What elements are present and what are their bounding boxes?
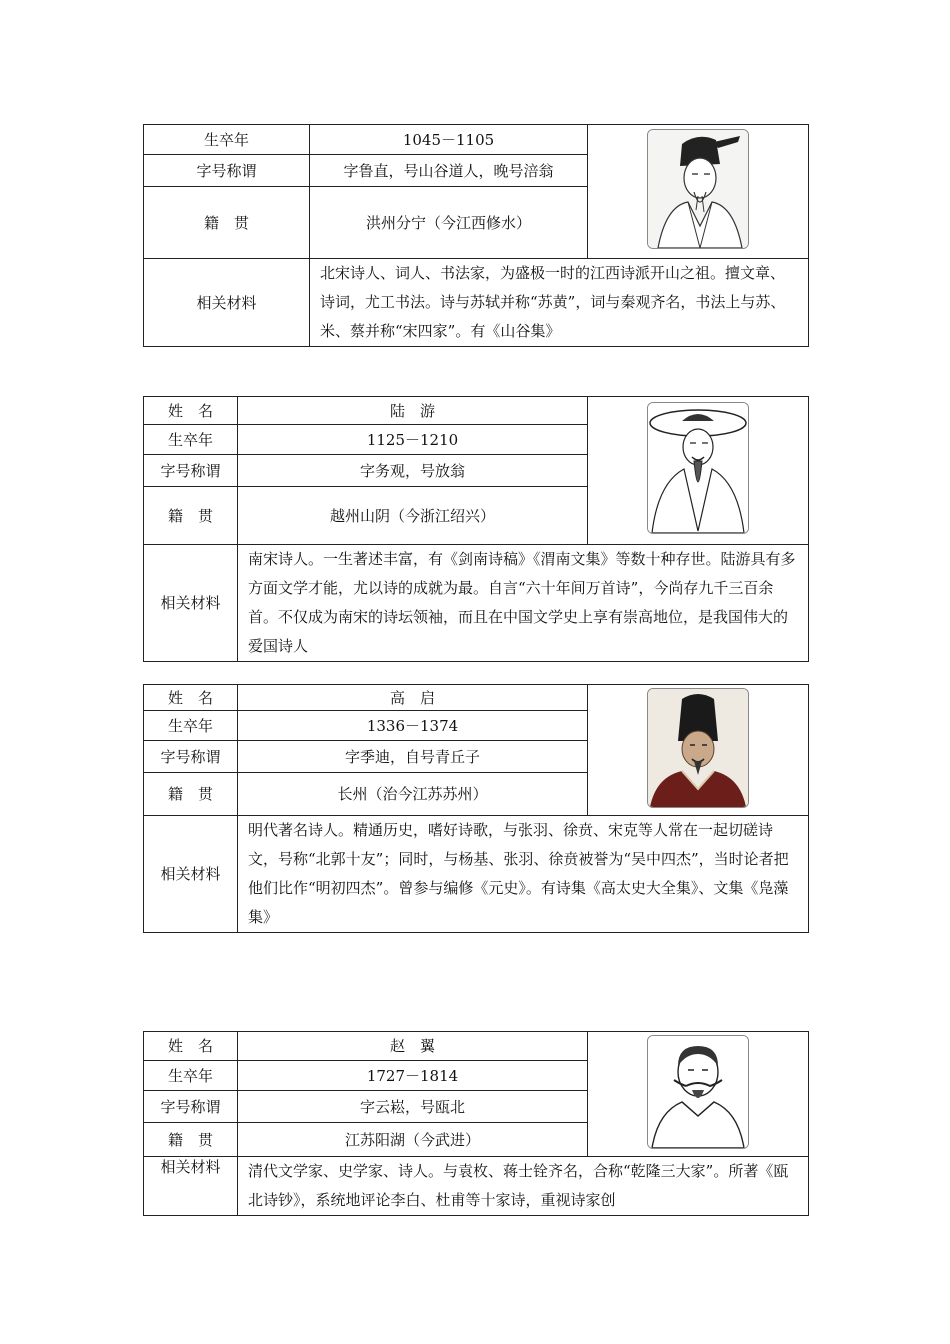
material-text: 清代文学家、史学家、诗人。与袁枚、蒋士铨齐名，合称“乾隆三大家”。所著《瓯北诗钞》，系统地评论李白、杜甫等十家诗，重视诗家创 <box>238 1157 809 1216</box>
portrait-gao-qi <box>647 688 749 808</box>
portrait-huang-tingjian <box>647 129 749 249</box>
style-value: 字季迪，自号青丘子 <box>238 741 588 773</box>
portrait-cell <box>588 125 809 259</box>
portrait-cell <box>588 1032 809 1157</box>
profile-table-4 <box>143 1031 809 1216</box>
native-value: 长州（治今江苏苏州） <box>238 773 588 816</box>
name-value: 高 启 <box>238 685 588 711</box>
native-label: 籍 贯 <box>144 1123 238 1157</box>
portrait-lu-you <box>647 402 749 534</box>
native-value: 越州山阴（今浙江绍兴） <box>238 487 588 545</box>
years-label: 生卒年 <box>144 711 238 741</box>
native-label: 籍 贯 <box>144 187 310 259</box>
years-value: 1125－1210 <box>238 425 588 455</box>
material-text: 明代著名诗人。精通历史，嗜好诗歌，与张羽、徐贲、宋克等人常在一起切磋诗文，号称“北郭十友”；同时，与杨基、张羽、徐贲被誉为“吴中四杰”，当时论者把他们比作“明初四杰”。曾参与编修《元史》。有诗集《高太史大全集》、文集《凫藻集》 <box>238 816 809 933</box>
name-label: 姓 名 <box>144 397 238 425</box>
years-label: 生卒年 <box>144 125 310 155</box>
material-label: 相关材料 <box>144 545 238 662</box>
native-label: 籍 贯 <box>144 487 238 545</box>
style-value: 字务观，号放翁 <box>238 455 588 487</box>
material-text: 南宋诗人。一生著述丰富，有《剑南诗稿》《渭南文集》等数十种存世。陆游具有多方面文学才能，尤以诗的成就为最。自言“六十年间万首诗”，今尚存九千三百余首。不仅成为南宋的诗坛领袖，而且在中国文学史上享有崇高地位，是我国伟大的爱国诗人 <box>238 545 809 662</box>
style-label: 字号称谓 <box>144 1091 238 1123</box>
name-value: 陆 游 <box>238 397 588 425</box>
profile-table-1 <box>143 124 809 347</box>
profile-table-2 <box>143 396 809 662</box>
style-label: 字号称谓 <box>144 455 238 487</box>
native-value: 江苏阳湖（今武进） <box>238 1123 588 1157</box>
native-label: 籍 贯 <box>144 773 238 816</box>
material-label: 相关材料 <box>144 816 238 933</box>
material-label: 相关材料 <box>144 1157 238 1216</box>
portrait-zhao-yi <box>647 1035 749 1149</box>
style-label: 字号称谓 <box>144 155 310 187</box>
years-label: 生卒年 <box>144 425 238 455</box>
native-value: 洪州分宁（今江西修水） <box>310 187 588 259</box>
name-label: 姓 名 <box>144 685 238 711</box>
style-value: 字鲁直，号山谷道人，晚号涪翁 <box>310 155 588 187</box>
material-text: 北宋诗人、词人、书法家，为盛极一时的江西诗派开山之祖。擅文章、诗词，尤工书法。诗与苏轼并称“苏黄”，词与秦观齐名，书法上与苏、米、蔡并称“宋四家”。有《山谷集》 <box>310 259 809 347</box>
profile-table-3 <box>143 684 809 933</box>
name-label: 姓 名 <box>144 1032 238 1061</box>
years-value: 1045－1105 <box>310 125 588 155</box>
years-value: 1336－1374 <box>238 711 588 741</box>
years-label: 生卒年 <box>144 1061 238 1091</box>
portrait-cell <box>588 685 809 816</box>
portrait-cell <box>588 397 809 545</box>
years-value: 1727－1814 <box>238 1061 588 1091</box>
style-label: 字号称谓 <box>144 741 238 773</box>
name-value: 赵 翼 <box>238 1032 588 1061</box>
style-value: 字云崧，号瓯北 <box>238 1091 588 1123</box>
material-label: 相关材料 <box>144 259 310 347</box>
